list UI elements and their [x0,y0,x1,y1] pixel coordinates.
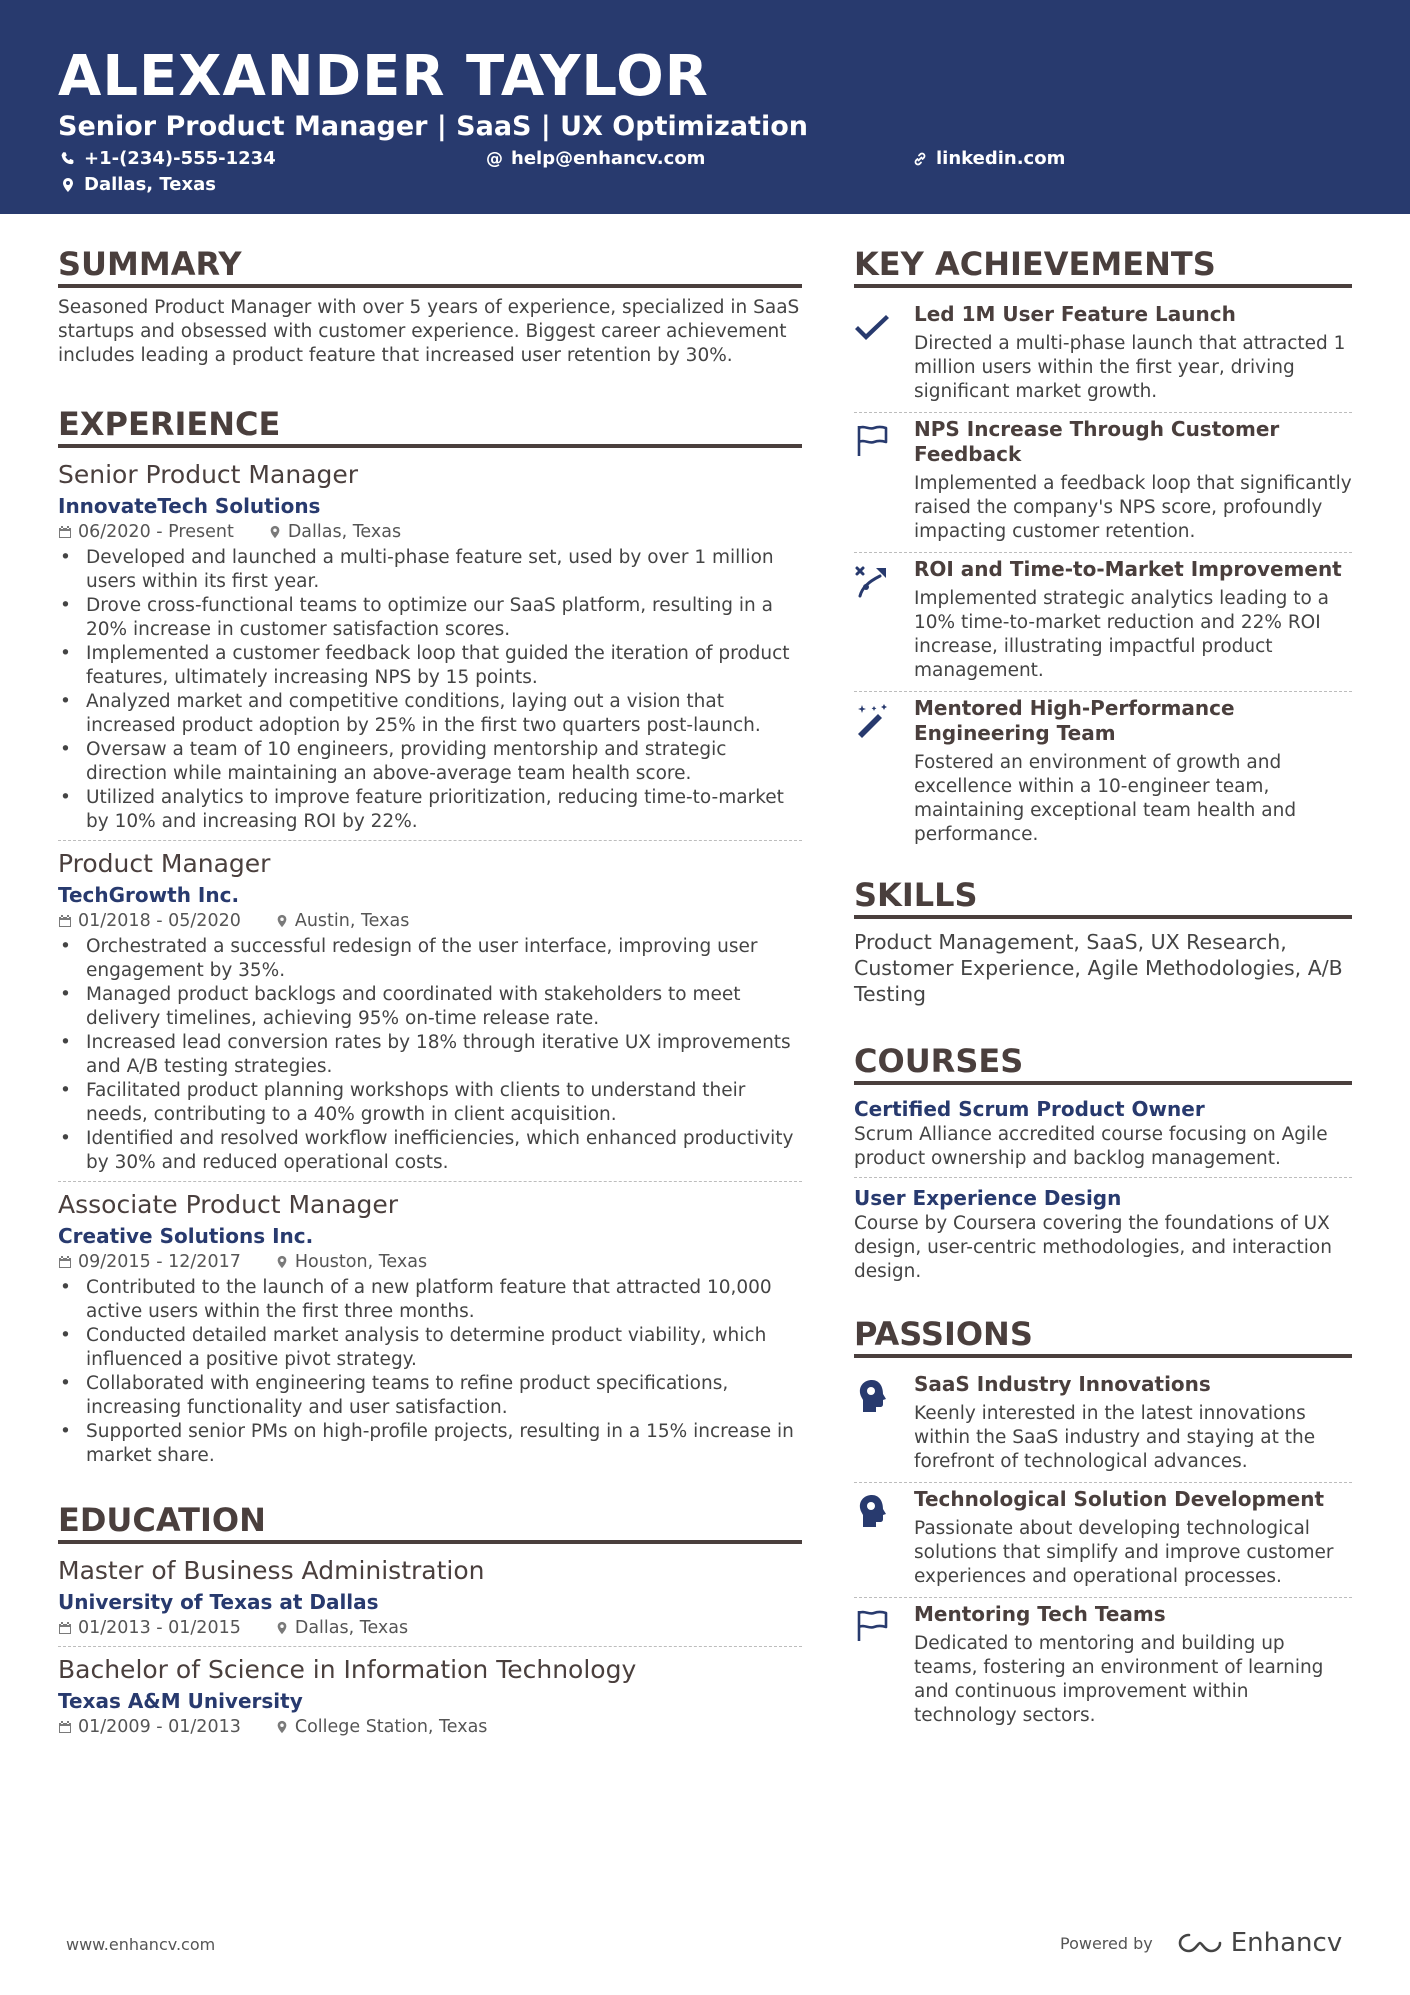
education-meta [58,1715,802,1739]
bullet-item: • Oversaw a team of 10 engineers, providing mentorship and strategic direction while maintaining an above-average team health score. [86,738,802,786]
education-location: College Station, Texas [294,1717,488,1737]
checkmark-icon [854,308,890,344]
bullet-item: • Implemented a customer feedback loop that guided the iteration of product features, ultimately increasing NPS by 15 points. [86,642,802,690]
course-title: User Experience Design [854,1186,1122,1210]
achievements-heading: KEY ACHIEVEMENTS [854,244,1352,288]
achievement-item [854,553,1352,692]
link-icon [912,151,928,167]
skills-section [854,875,1352,1007]
school-name: University of Texas at Dallas [58,1590,379,1614]
job-meta [58,1250,802,1274]
bullet-item: • Identified and resolved workflow inefficiencies, which enhanced productivity by 30% and reduced operational costs. [86,1127,802,1175]
job-location: Austin, Texas [294,911,410,931]
bullet-item: • Utilized analytics to improve feature prioritization, reducing time-to-market by 10% and increasing ROI by 22%. [86,786,802,834]
calendar-icon [58,1621,72,1635]
course-desc: Course by Coursera covering the foundations of UX design, user-centric methodologies, and interaction design. [854,1213,1332,1282]
bullet-item: • Collaborated with engineering teams to refine product specifications, increasing functionality and user satisfaction. [86,1372,802,1420]
bullet-item: • Orchestrated a successful redesign of the user interface, improving user engagement by 35%. [86,935,802,983]
email-text[interactable]: help@enhancv.com [511,148,706,169]
achievement-title: Mentored High-Performance Engineering Team [914,696,1235,745]
achievement-desc: Directed a multi-phase launch that attracted 1 million users within the first year, driving significant market growth. [914,333,1346,402]
education-meta [58,1616,802,1640]
education-entry [58,1554,802,1647]
head-icon [854,1378,890,1414]
magic-wand-icon [854,702,890,738]
passion-title: SaaS Industry Innovations [914,1372,1211,1396]
passions-heading: PASSIONS [854,1314,1352,1358]
bullet-item: • Developed and launched a multi-phase feature set, used by over 1 million users within its first year. [86,546,802,594]
summary-text: Seasoned Product Manager with over 5 years of experience, specialized in SaaS startups and obsessed with customer experience. Biggest career achievement includes leading a product feature that increased user retention by 30%. [58,297,800,366]
email-contact[interactable] [486,148,705,170]
achievement-title: Led 1M User Feature Launch [914,302,1236,326]
company-name: TechGrowth Inc. [58,883,240,907]
bullet-item: • Managed product backlogs and coordinated with stakeholders to meet delivery timelines, achieving 95% on-time release rate. [86,983,802,1031]
degree-title: Bachelor of Science in Information Technology [58,1655,637,1684]
course-title: Certified Scrum Product Owner [854,1097,1205,1121]
powered-by-text: Powered by [1060,1933,1153,1953]
job-location: Dallas, Texas [287,522,402,542]
job-entry [58,847,802,1182]
job-bullets [58,1276,802,1468]
at-icon: @ [486,149,503,169]
location-text: Dallas, Texas [84,174,216,195]
passion-desc: Keenly interested in the latest innovations within the SaaS industry and staying at the forefront of technological advances. [914,1403,1316,1472]
location-pin-icon [268,525,282,539]
passion-item [854,1483,1352,1598]
job-meta [58,909,802,933]
phone-icon [60,151,76,167]
achievements-section [854,244,1352,855]
job-bullets [58,546,802,834]
passion-desc: Dedicated to mentoring and building up teams, fostering an environment of learning and continuous improvement within technology sectors. [914,1633,1324,1726]
education-dates: 01/2009 - 01/2013 [78,1717,241,1737]
school-name: Texas A&M University [58,1689,303,1713]
achievement-title: NPS Increase Through Customer Feedback [914,417,1280,466]
calendar-icon [58,1720,72,1734]
flag-icon [854,423,890,459]
achievement-item [854,413,1352,553]
bullet-item: • Contributed to the launch of a new platform feature that attracted 10,000 active users within the first three months. [86,1276,802,1324]
job-title: Product Manager [58,849,271,878]
passion-title: Technological Solution Development [914,1487,1325,1511]
passion-desc: Passionate about developing technological solutions that simplify and improve customer experiences and operational processes. [914,1518,1334,1587]
course-item [854,1095,1352,1178]
head-icon [854,1493,890,1529]
job-entry [58,458,802,841]
education-heading: EDUCATION [58,1500,802,1544]
brand-logo[interactable] [1177,1928,1342,1958]
right-column [854,244,1352,1736]
website-contact[interactable] [912,148,1065,170]
candidate-name: ALEXANDER TAYLOR [58,44,709,109]
summary-heading: SUMMARY [58,244,802,288]
job-title: Associate Product Manager [58,1190,399,1219]
company-name: InnovateTech Solutions [58,494,321,518]
location-pin-icon [60,177,76,193]
job-title: Senior Product Manager [58,460,359,489]
location-pin-icon [275,1255,289,1269]
achievement-title: ROI and Time-to-Market Improvement [914,557,1342,581]
achievement-item [854,692,1352,855]
passion-item [854,1368,1352,1483]
education-location: Dallas, Texas [294,1618,409,1638]
experience-heading: EXPERIENCE [58,404,802,448]
course-desc: Scrum Alliance accredited course focusing on Agile product ownership and backlog management. [854,1124,1328,1169]
strategy-icon [854,563,890,599]
location-pin-icon [275,1720,289,1734]
phone-text: +1-(234)-555-1234 [84,148,276,169]
experience-section [58,404,802,1474]
website-text[interactable]: linkedin.com [936,148,1066,169]
bullet-item: • Analyzed market and competitive conditions, laying out a vision that increased product adoption by 25% in the first two quarters post-launch. [86,690,802,738]
location-pin-icon [275,1621,289,1635]
enhancv-logo-icon [1177,1931,1223,1955]
education-dates: 01/2013 - 01/2015 [78,1618,241,1638]
left-column [58,244,802,1751]
skills-text: Product Management, SaaS, UX Research, Customer Experience, Agile Methodologies, A/B Testing [854,930,1343,1006]
passion-title: Mentoring Tech Teams [914,1602,1166,1626]
summary-section [58,244,802,368]
job-bullets [58,935,802,1175]
calendar-icon [58,1255,72,1269]
achievement-desc: Implemented strategic analytics leading to a 10% time-to-market reduction and 22% ROI increase, illustrating impactful product management. [914,588,1329,681]
bullet-item: • Drove cross-functional teams to optimize our SaaS platform, resulting in a 20% increase in customer satisfaction scores. [86,594,802,642]
education-entry [58,1653,802,1745]
degree-title: Master of Business Administration [58,1556,485,1585]
courses-section [854,1041,1352,1290]
passions-section [854,1314,1352,1736]
footer-branding [1060,1928,1342,1958]
job-dates: 06/2020 - Present [78,522,234,542]
skills-heading: SKILLS [854,875,1352,919]
achievement-item [854,298,1352,413]
achievement-desc: Implemented a feedback loop that significantly raised the company's NPS score, profoundly impacting customer retention. [914,473,1352,542]
resume-header [0,0,1410,214]
courses-heading: COURSES [854,1041,1352,1085]
job-entry [58,1188,802,1474]
bullet-item: • Facilitated product planning workshops with clients to understand their needs, contributing to a 40% growth in client acquisition. [86,1079,802,1127]
job-dates: 09/2015 - 12/2017 [78,1252,241,1272]
course-item [854,1184,1352,1290]
brand-name: Enhancv [1230,1928,1343,1958]
footer-website[interactable]: www.enhancv.com [66,1935,216,1954]
calendar-icon [58,914,72,928]
job-location: Houston, Texas [294,1252,428,1272]
location-pin-icon [275,914,289,928]
bullet-item: • Increased lead conversion rates by 18% through iterative UX improvements and A/B testing strategies. [86,1031,802,1079]
bullet-item: • Supported senior PMs on high-profile projects, resulting in a 15% increase in market share. [86,1420,802,1468]
achievement-desc: Fostered an environment of growth and excellence within a 10-engineer team, maintaining exceptional team health and performance. [914,752,1297,845]
flag-icon [854,1608,890,1644]
bullet-item: • Conducted detailed market analysis to determine product viability, which influenced a positive pivot strategy. [86,1324,802,1372]
calendar-icon [58,525,72,539]
candidate-title: Senior Product Manager | SaaS | UX Optimization [58,111,808,142]
phone-contact [60,148,276,170]
company-name: Creative Solutions Inc. [58,1224,314,1248]
job-dates: 01/2018 - 05/2020 [78,911,241,931]
education-section [58,1500,802,1745]
location-contact [60,174,216,196]
job-meta [58,520,802,544]
passion-item [854,1598,1352,1736]
